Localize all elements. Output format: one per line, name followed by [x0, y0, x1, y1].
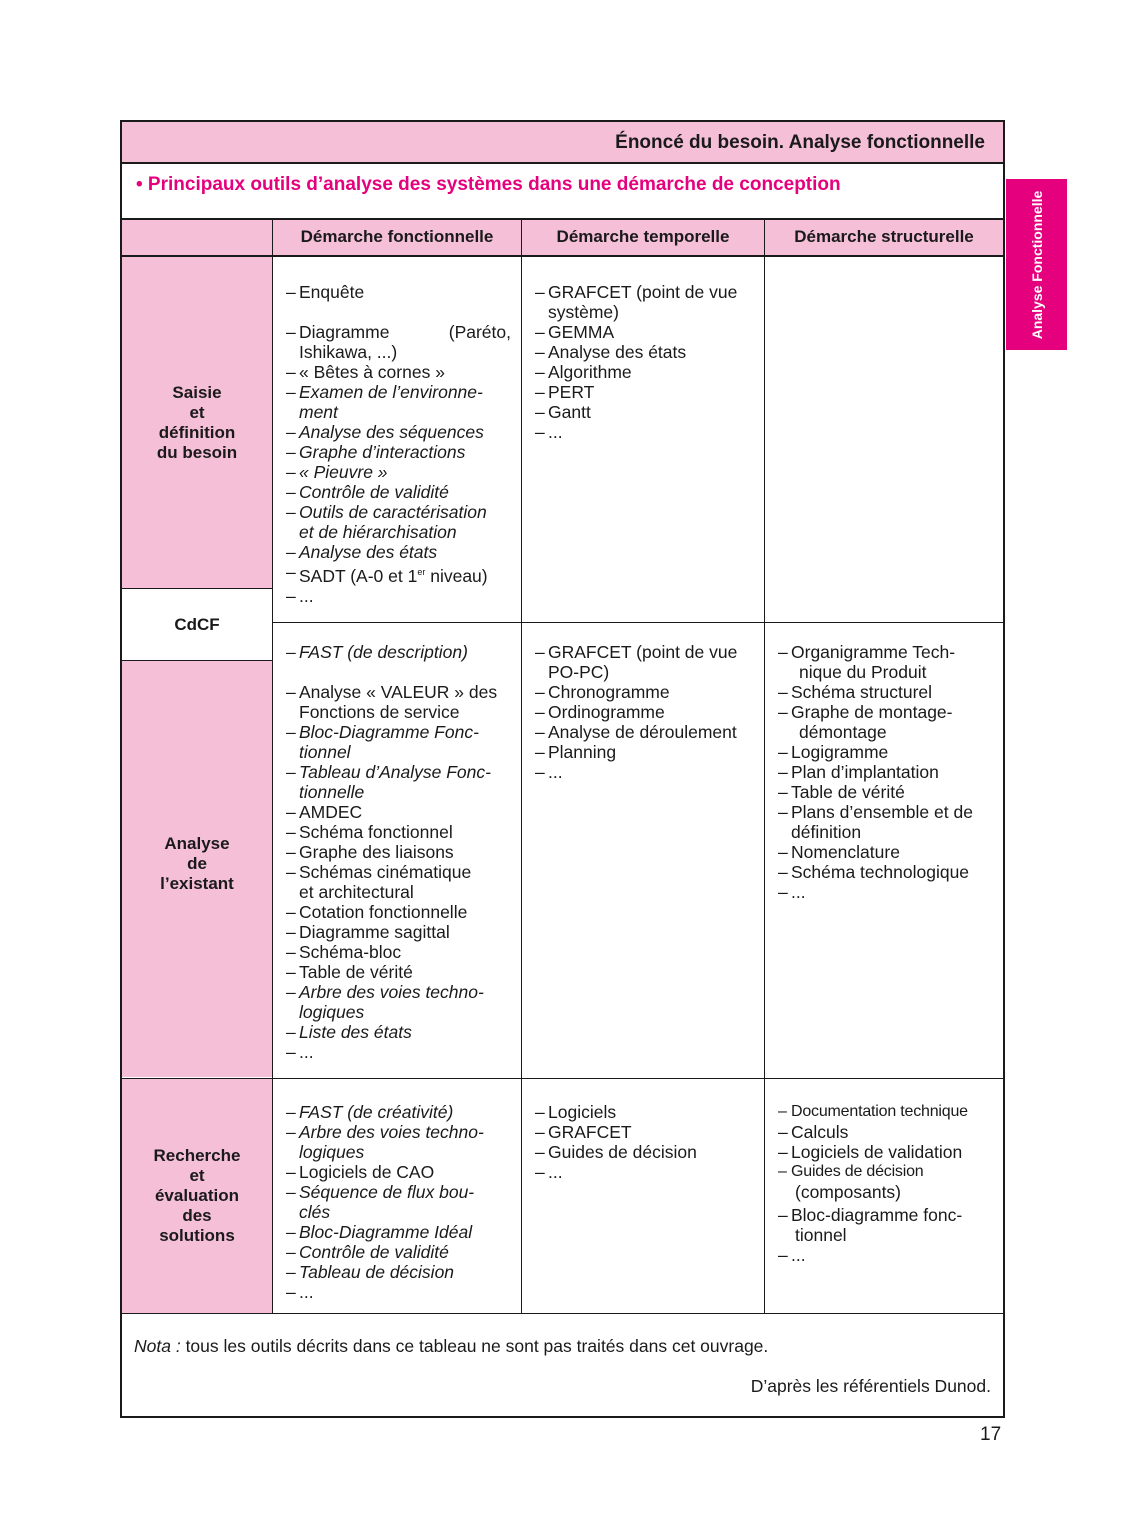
list-item: – Schémas cinématique	[286, 862, 472, 882]
page-number: 17	[980, 1424, 1002, 1445]
list-item: logiques	[299, 1002, 365, 1022]
list-item: – ...	[535, 1162, 563, 1182]
list-item: – GRAFCET	[535, 1122, 632, 1142]
list-item: – Schéma technologique	[778, 862, 970, 882]
list-item: – AMDEC	[286, 802, 363, 822]
list-item: clés	[299, 1202, 331, 1222]
list-item: (composants)	[795, 1182, 902, 1202]
list-item: – Logiciels	[535, 1102, 617, 1122]
list-item: – Examen de l’environne-	[286, 382, 483, 402]
footnote: Nota : tous les outils décrits dans ce tableau ne sont pas traités dans cet ouvrage.	[134, 1336, 769, 1356]
list-item: – ...	[778, 882, 806, 902]
column-header-temporelle: Démarche temporelle	[556, 227, 730, 246]
list-item: PO-PC)	[548, 662, 610, 682]
list-item: – Planning	[535, 742, 617, 762]
list-item: – Bloc-Diagramme Idéal	[286, 1222, 473, 1242]
list-item: – Guides de décision	[778, 1163, 924, 1180]
list-item: – ...	[535, 422, 563, 442]
list-item: – Graphe de montage-	[778, 702, 953, 722]
list-item: – Table de vérité	[778, 782, 905, 802]
list-item: – Plan d’implantation	[778, 762, 939, 782]
list-item: – Plans d’ensemble et de	[778, 802, 973, 822]
list-item: – Graphe des liaisons	[286, 842, 454, 862]
list-item: – Bloc-Diagramme Fonc-	[286, 722, 479, 742]
list-item: – Documentation technique	[778, 1103, 968, 1120]
list-item: – « Pieuvre »	[286, 462, 388, 482]
row-header-recherche: Recherche et évaluation des solutions	[153, 1146, 241, 1245]
list-item: tionnel	[795, 1225, 847, 1245]
list-item: – Logigramme	[778, 742, 889, 762]
list-item: – Analyse de déroulement	[535, 722, 737, 742]
list-item: – GRAFCET (point de vue	[535, 642, 738, 662]
list-item: système)	[548, 302, 619, 322]
list-item: tionnelle	[299, 782, 365, 802]
list-item: et architectural	[299, 882, 414, 902]
list-item: – Contrôle de validité	[286, 1242, 449, 1262]
list-item: – Schéma-bloc	[286, 942, 402, 962]
list-item: – Tableau d’Analyse Fonc-	[286, 762, 491, 782]
list-item: – ...	[286, 1282, 314, 1302]
list-item: – Calculs	[778, 1122, 849, 1142]
cell-recherche-structurelle	[765, 1102, 997, 1265]
list-item: – Graphe d’interactions	[286, 442, 466, 462]
row-header-analyse: Analyse de l’existant	[160, 834, 234, 893]
divider	[122, 660, 272, 661]
list-item: – ...	[286, 1042, 314, 1062]
list-item: – SADT (A-0 et 1er niveau)	[286, 562, 488, 586]
list-item: – Tableau de décision	[286, 1262, 455, 1282]
list-item: – Nomenclature	[778, 842, 900, 862]
list-item: – Diagramme sagittal	[286, 922, 450, 942]
list-item: – Arbre des voies techno-	[286, 982, 484, 1002]
list-item: – Enquête	[286, 282, 365, 302]
divider	[122, 1313, 1003, 1314]
cell-analyse-structurelle	[765, 642, 997, 902]
list-item: – GEMMA	[535, 322, 615, 342]
list-item: – Contrôle de validité	[286, 482, 449, 502]
list-item: logiques	[299, 1142, 365, 1162]
list-item: nique du Produit	[799, 662, 927, 682]
list-item: – Gantt	[535, 402, 591, 422]
list-item: – Organigramme Tech-	[778, 642, 956, 662]
list-item: tionnel	[299, 742, 351, 762]
list-item: – GRAFCET (point de vue	[535, 282, 738, 302]
list-item: – ...	[286, 586, 314, 606]
divider	[122, 162, 1003, 164]
list-item: – Algorithme	[535, 362, 632, 382]
side-tab-label: Analyse Fonctionnelle	[1028, 190, 1045, 339]
cell-saisie-fonctionnelle	[273, 282, 511, 606]
list-item: – Cotation fonctionnelle	[286, 902, 468, 922]
list-item: – Schéma structurel	[778, 682, 933, 702]
column-header-structurelle: Démarche structurelle	[794, 227, 974, 246]
divider	[122, 1078, 1003, 1079]
list-item: – Logiciels de CAO	[286, 1162, 435, 1182]
cell-recherche-fonctionnelle	[273, 1102, 511, 1302]
divider	[272, 622, 1003, 623]
list-item: – PERT	[535, 382, 595, 402]
cell-analyse-temporelle	[522, 642, 758, 782]
divider	[122, 588, 272, 589]
list-item: – Schéma fonctionnel	[286, 822, 453, 842]
list-item: Fonctions de service	[299, 702, 460, 722]
list-item: – Outils de caractérisation	[286, 502, 487, 522]
cell-analyse-fonctionnelle	[273, 642, 511, 1062]
list-item: – Logiciels de validation	[778, 1142, 963, 1162]
list-item: – Analyse des séquences	[286, 422, 484, 442]
list-item: – ...	[778, 1245, 806, 1265]
list-item: démontage	[799, 722, 887, 742]
list-item: – Liste des états	[286, 1022, 412, 1042]
page-title: Énoncé du besoin. Analyse fonctionnelle	[122, 122, 1003, 162]
section-subtitle: • Principaux outils d’analyse des systèmes dans une démarche de conception	[136, 174, 841, 195]
list-item: – Diagramme (Paréto,	[286, 322, 511, 342]
list-item: – Bloc-diagramme fonc-	[778, 1205, 963, 1225]
list-item: – Séquence de flux bou-	[286, 1182, 475, 1202]
cell-recherche-temporelle	[522, 1102, 758, 1182]
list-item: ment	[299, 402, 338, 422]
list-item: – « Bêtes à cornes »	[286, 362, 445, 382]
side-tab	[1006, 179, 1067, 350]
list-item: – Analyse des états	[535, 342, 687, 362]
list-item: – FAST (de créativité)	[286, 1102, 454, 1122]
column-header-fonctionnelle: Démarche fonctionnelle	[300, 227, 494, 246]
source-note: D’après les référentiels Dunod.	[750, 1376, 991, 1396]
list-item: – ...	[535, 762, 563, 782]
list-item: – FAST (de description)	[286, 642, 468, 662]
list-item: – Guides de décision	[535, 1142, 697, 1162]
table-frame	[120, 120, 1005, 1418]
list-item: Ishikawa, ...)	[299, 342, 398, 362]
list-item: – Analyse des états	[286, 542, 438, 562]
list-item: – Table de vérité	[286, 962, 413, 982]
list-item: et de hiérarchisation	[299, 522, 457, 542]
cell-saisie-temporelle	[522, 282, 758, 442]
list-item: – Arbre des voies techno-	[286, 1122, 484, 1142]
row-header-saisie: Saisie et définition du besoin	[156, 382, 238, 462]
list-item: – Analyse « VALEUR » des	[286, 682, 498, 702]
list-item: – Chronogramme	[535, 682, 670, 702]
list-item: définition	[791, 822, 862, 842]
list-item: – Ordinogramme	[535, 702, 665, 722]
row-header-cdcf: CdCF	[174, 614, 220, 634]
